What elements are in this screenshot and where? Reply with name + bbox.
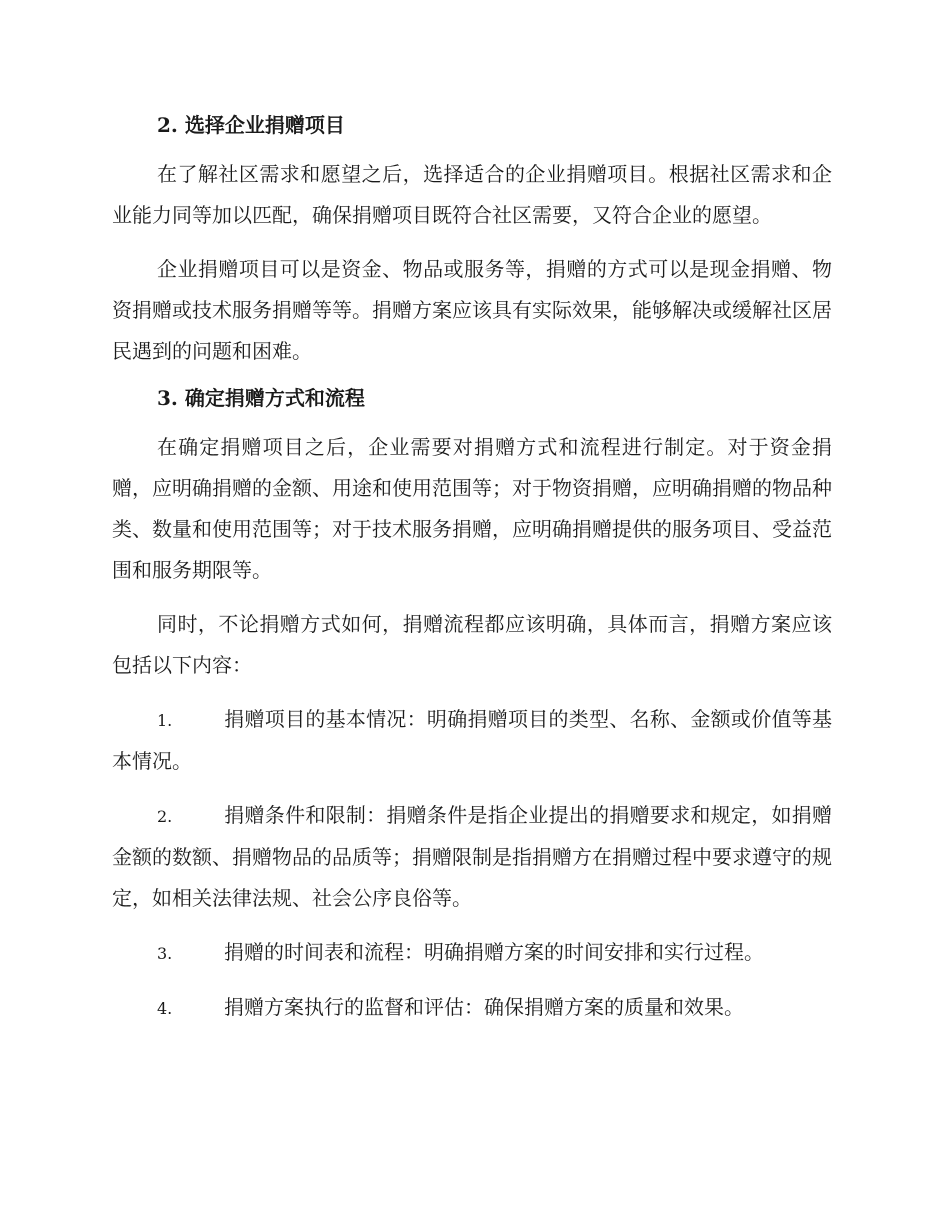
- section-2-heading: 2. 选择企业捐赠项目: [157, 113, 345, 137]
- list-item: [112, 699, 832, 782]
- section-2-paragraph-1: 在了解社区需求和愿望之后，选择适合的企业捐赠项目。根据社区需求和企业能力同等加以匹配，确保捐赠项目既符合社区需要，又符合企业的愿望。: [112, 162, 832, 227]
- section-3-paragraph-2: 同时，不论捐赠方式如何，捐赠流程都应该明确，具体而言，捐赠方案应该包括以下内容：: [112, 612, 832, 677]
- list-item-number: 1.: [157, 711, 173, 730]
- section-3-paragraph-1: 在确定捐赠项目之后，企业需要对捐赠方式和流程进行制定。对于资金捐赠，应明确捐赠的金额、用途和使用范围等；对于物资捐赠，应明确捐赠的物品种类、数量和使用范围等；对于技术服务捐赠，应明确捐赠提供的服务项目、受益范围和服务期限等。: [112, 435, 832, 582]
- list-item-number: 3.: [157, 944, 173, 963]
- list-item-text: 捐赠项目的基本情况：明确捐赠项目的类型、名称、金额或价值等基本情况。: [112, 707, 832, 773]
- section-2-paragraph-2: 企业捐赠项目可以是资金、物品或服务等，捐赠的方式可以是现金捐赠、物资捐赠或技术服务捐赠等等。捐赠方案应该具有实际效果，能够解决或缓解社区居民遇到的问题和困难。: [112, 257, 832, 363]
- list-item: [112, 987, 832, 1029]
- list-item-text: 捐赠方案执行的监督和评估：确保捐赠方案的质量和效果。: [224, 995, 744, 1019]
- list-item-number: 2.: [157, 807, 173, 826]
- section-3-heading: 3. 确定捐赠方式和流程: [157, 386, 365, 410]
- list-item-number: 4.: [157, 999, 173, 1018]
- list-item-text: 捐赠的时间表和流程：明确捐赠方案的时间安排和实行过程。: [224, 940, 764, 964]
- list-item: [112, 932, 832, 974]
- list-item: [112, 795, 832, 919]
- list-item-text: 捐赠条件和限制：捐赠条件是指企业提出的捐赠要求和规定，如捐赠金额的数额、捐赠物品的品质等；捐赠限制是指捐赠方在捐赠过程中要求遵守的规定，如相关法律法规、社会公序良俗等。: [112, 803, 832, 910]
